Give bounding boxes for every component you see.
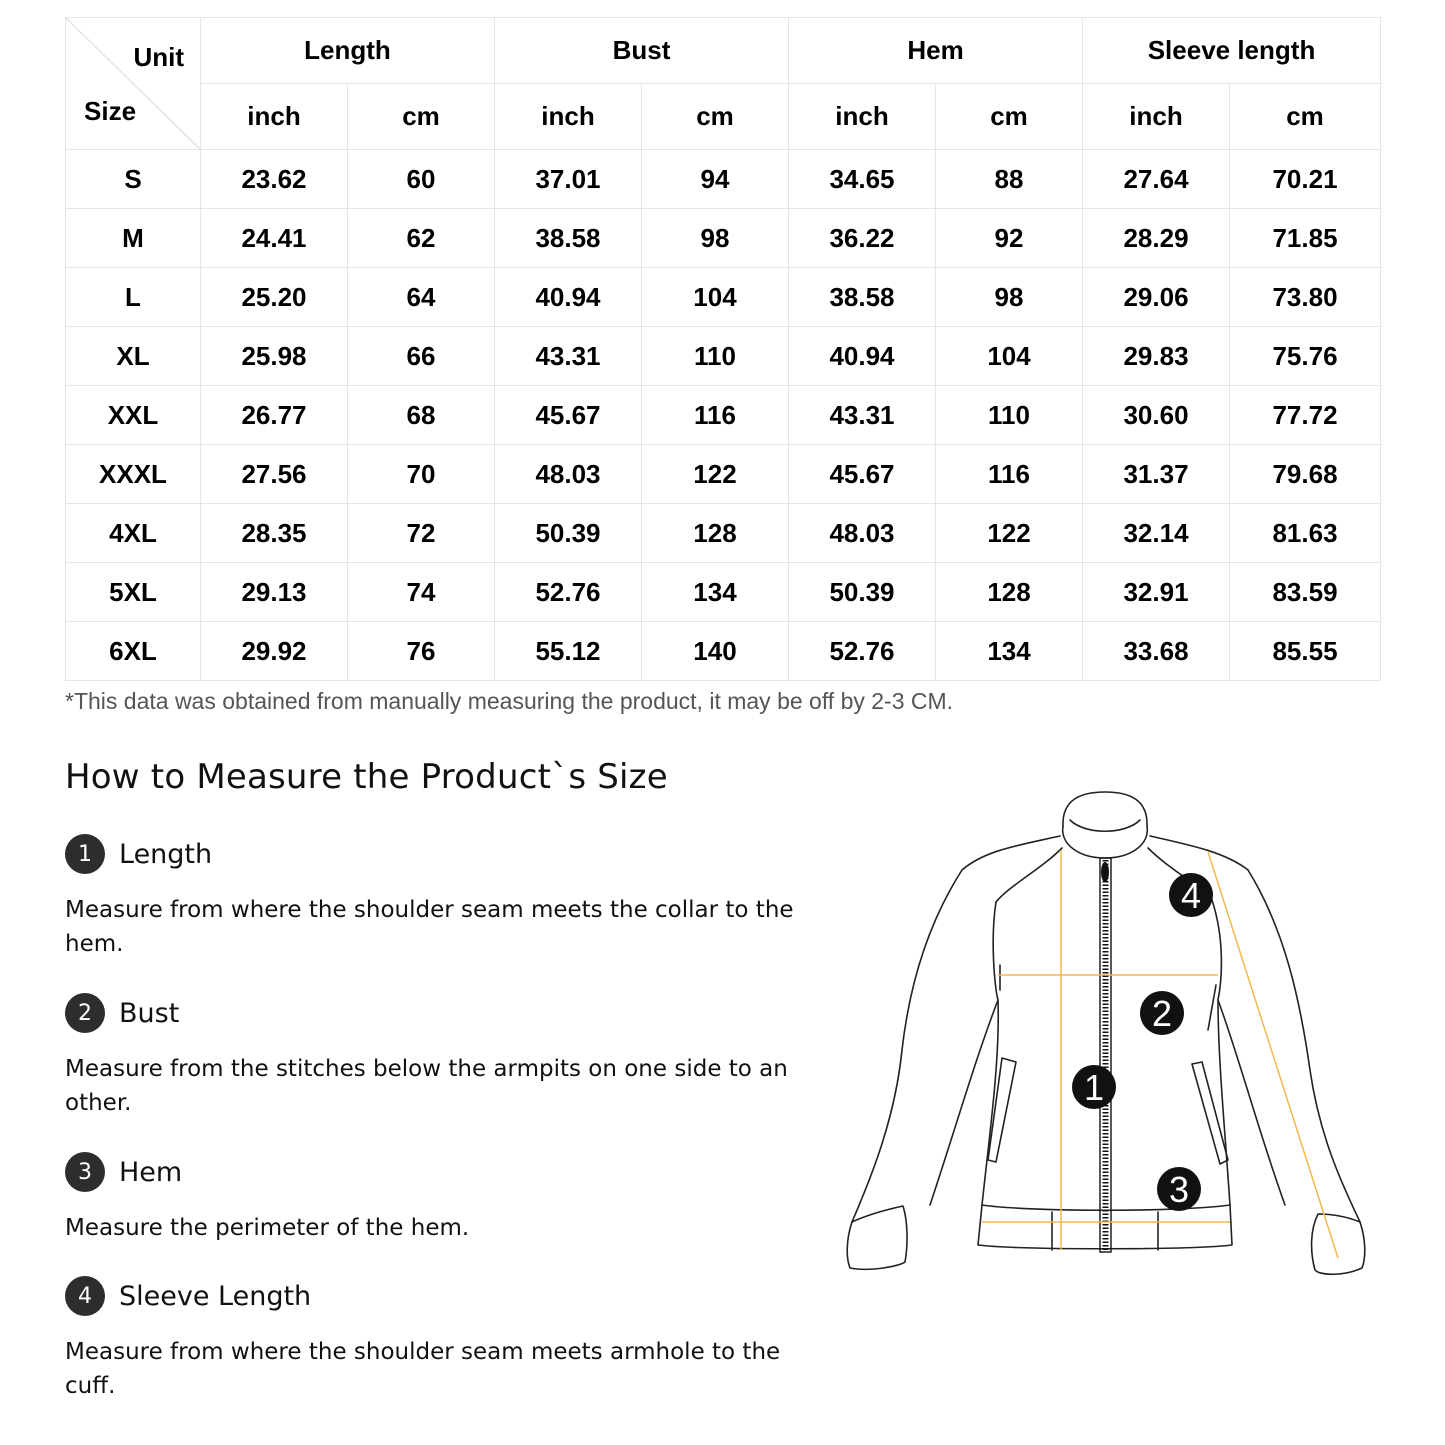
marker-4: 4 — [1180, 875, 1202, 916]
size-label-cell: XL — [66, 327, 201, 386]
measurement-cell: 110 — [642, 327, 789, 386]
measurement-cell: 77.72 — [1230, 386, 1381, 445]
measurement-cell: 33.68 — [1083, 622, 1230, 681]
measurement-cell: 68 — [348, 386, 495, 445]
measurement-cell: 52.76 — [789, 622, 936, 681]
table-row — [66, 622, 1381, 681]
measurement-cell: 29.83 — [1083, 327, 1230, 386]
measurement-cell: 27.56 — [201, 445, 348, 504]
unit-header: cm — [348, 84, 495, 150]
group-header-length: Length — [201, 18, 495, 84]
measurement-cell: 31.37 — [1083, 445, 1230, 504]
measurement-cell: 50.39 — [789, 563, 936, 622]
size-label-cell: 5XL — [66, 563, 201, 622]
measurement-cell: 38.58 — [789, 268, 936, 327]
size-table-body — [66, 150, 1381, 681]
measurement-cell: 40.94 — [789, 327, 936, 386]
measurement-cell: 45.67 — [495, 386, 642, 445]
marker-3: 3 — [1168, 1169, 1190, 1210]
measurement-cell: 64 — [348, 268, 495, 327]
measurement-cell: 40.94 — [495, 268, 642, 327]
measurement-cell: 28.29 — [1083, 209, 1230, 268]
unit-header: inch — [1083, 84, 1230, 150]
measurement-cell: 32.14 — [1083, 504, 1230, 563]
measurement-cell: 62 — [348, 209, 495, 268]
measurement-cell: 38.58 — [495, 209, 642, 268]
unit-header: inch — [201, 84, 348, 150]
measurement-cell: 52.76 — [495, 563, 642, 622]
measurement-cell: 92 — [936, 209, 1083, 268]
measurement-cell: 140 — [642, 622, 789, 681]
measurement-cell: 66 — [348, 327, 495, 386]
table-row — [66, 386, 1381, 445]
step-name: Length — [119, 838, 213, 870]
measurement-cell: 50.39 — [495, 504, 642, 563]
marker-2: 2 — [1151, 993, 1173, 1034]
measurement-cell: 48.03 — [789, 504, 936, 563]
size-label-cell: 4XL — [66, 504, 201, 563]
step-length — [65, 833, 795, 961]
measurement-cell: 24.41 — [201, 209, 348, 268]
size-label-cell: 6XL — [66, 622, 201, 681]
measurement-cell: 70.21 — [1230, 150, 1381, 209]
measurement-cell: 75.76 — [1230, 327, 1381, 386]
table-row — [66, 327, 1381, 386]
size-label-cell: L — [66, 268, 201, 327]
measurement-cell: 98 — [936, 268, 1083, 327]
group-header-sleeve-length: Sleeve length — [1083, 18, 1381, 84]
measurement-cell: 34.65 — [789, 150, 936, 209]
measurement-cell: 72 — [348, 504, 495, 563]
step-description: Measure from the stitches below the armpits on one side to an other. — [65, 1056, 788, 1116]
step-name: Hem — [119, 1156, 183, 1188]
measurement-cell: 48.03 — [495, 445, 642, 504]
measurement-cell: 37.01 — [495, 150, 642, 209]
table-row — [66, 504, 1381, 563]
unit-header: inch — [495, 84, 642, 150]
step-number-badge: 3 — [65, 1152, 105, 1192]
measurement-cell: 134 — [936, 622, 1083, 681]
measurement-cell: 70 — [348, 445, 495, 504]
group-header-hem: Hem — [789, 18, 1083, 84]
step-sleeve-length — [65, 1275, 795, 1403]
step-description: Measure from where the shoulder seam meets armhole to the cuff. — [65, 1339, 781, 1399]
measurement-cell: 29.13 — [201, 563, 348, 622]
table-row — [66, 268, 1381, 327]
measurement-note: *This data was obtained from manually measuring the product, it may be off by 2-3 CM. — [65, 688, 954, 714]
table-row — [66, 150, 1381, 209]
measurement-cell: 104 — [936, 327, 1083, 386]
measurement-cell: 116 — [936, 445, 1083, 504]
step-description: Measure from where the shoulder seam meets the collar to the hem. — [65, 897, 794, 957]
measurement-cell: 28.35 — [201, 504, 348, 563]
measurement-cell: 27.64 — [1083, 150, 1230, 209]
measurement-cell: 73.80 — [1230, 268, 1381, 327]
measurement-cell: 128 — [936, 563, 1083, 622]
corner-diagonal — [66, 18, 200, 149]
size-label-cell: S — [66, 150, 201, 209]
unit-header: cm — [936, 84, 1083, 150]
step-number-badge: 4 — [65, 1276, 105, 1316]
measurement-cell: 79.68 — [1230, 445, 1381, 504]
unit-header: cm — [642, 84, 789, 150]
corner-size-label: Size — [84, 96, 137, 126]
step-name: Sleeve Length — [119, 1280, 312, 1312]
measurement-cell: 30.60 — [1083, 386, 1230, 445]
measurement-cell: 25.98 — [201, 327, 348, 386]
measurement-cell: 134 — [642, 563, 789, 622]
measurement-cell: 128 — [642, 504, 789, 563]
size-label-cell: M — [66, 209, 201, 268]
table-row — [66, 209, 1381, 268]
measurement-cell: 23.62 — [201, 150, 348, 209]
corner-unit-label: Unit — [133, 42, 184, 72]
measurement-cell: 88 — [936, 150, 1083, 209]
measurement-cell: 71.85 — [1230, 209, 1381, 268]
table-row — [66, 445, 1381, 504]
measurement-cell: 36.22 — [789, 209, 936, 268]
step-description: Measure the perimeter of the hem. — [65, 1215, 470, 1241]
measurement-cell: 122 — [642, 445, 789, 504]
measurement-cell: 98 — [642, 209, 789, 268]
step-hem — [65, 1151, 795, 1245]
measurement-cell: 55.12 — [495, 622, 642, 681]
table-corner-cell — [66, 18, 201, 150]
measurement-cell: 94 — [642, 150, 789, 209]
group-header-bust: Bust — [495, 18, 789, 84]
size-label-cell: XXXL — [66, 445, 201, 504]
step-bust — [65, 992, 795, 1120]
jacket-outline-icon — [840, 785, 1370, 1285]
measurement-cell: 43.31 — [495, 327, 642, 386]
measurement-cell: 85.55 — [1230, 622, 1381, 681]
measurement-cell: 81.63 — [1230, 504, 1381, 563]
measurement-cell: 116 — [642, 386, 789, 445]
unit-header: cm — [1230, 84, 1381, 150]
measurement-cell: 29.92 — [201, 622, 348, 681]
measurement-cell: 25.20 — [201, 268, 348, 327]
measurement-cell: 45.67 — [789, 445, 936, 504]
measurement-cell: 74 — [348, 563, 495, 622]
step-name: Bust — [119, 997, 180, 1029]
measurement-cell: 104 — [642, 268, 789, 327]
step-number-badge: 2 — [65, 993, 105, 1033]
howto-title: How to Measure the Product`s Size — [65, 757, 668, 797]
measurement-cell: 43.31 — [789, 386, 936, 445]
size-chart-table — [65, 17, 1381, 681]
measurement-cell: 29.06 — [1083, 268, 1230, 327]
measurement-cell: 76 — [348, 622, 495, 681]
measurement-cell: 60 — [348, 150, 495, 209]
table-row — [66, 563, 1381, 622]
measurement-cell: 122 — [936, 504, 1083, 563]
size-label-cell: XXL — [66, 386, 201, 445]
unit-header: inch — [789, 84, 936, 150]
step-number-badge: 1 — [65, 834, 105, 874]
measurement-cell: 26.77 — [201, 386, 348, 445]
marker-1: 1 — [1083, 1067, 1105, 1108]
measurement-cell: 32.91 — [1083, 563, 1230, 622]
measurement-cell: 110 — [936, 386, 1083, 445]
measurement-cell: 83.59 — [1230, 563, 1381, 622]
